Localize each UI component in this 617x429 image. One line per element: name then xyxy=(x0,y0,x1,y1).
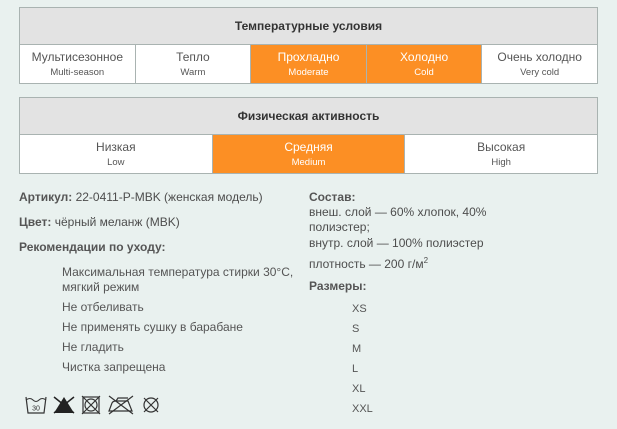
density-superscript: 2 xyxy=(423,256,429,265)
care-item: Не отбеливать xyxy=(62,300,144,314)
temperature-title: Температурные условия xyxy=(20,8,597,45)
temperature-option-sublabel: Multi-season xyxy=(50,66,105,78)
activity-option-label: Средняя xyxy=(284,139,333,154)
activity-title: Физическая активность xyxy=(20,98,597,135)
temperature-option[interactable] xyxy=(20,45,135,83)
activity-option-sublabel: Low xyxy=(107,156,125,168)
svg-text:30: 30 xyxy=(32,405,40,413)
activity-options xyxy=(20,135,597,173)
temperature-option-sublabel: Warm xyxy=(180,66,206,78)
size-item: S xyxy=(352,323,360,335)
temperature-options xyxy=(20,45,597,83)
activity-panel xyxy=(19,97,598,174)
size-item: XS xyxy=(352,303,367,315)
composition-line: внеш. слой — 60% хлопок, 40% xyxy=(309,205,487,219)
size-item: M xyxy=(352,343,362,355)
care-item: Максимальная температура стирки 30°С, мягкий режим xyxy=(62,265,294,294)
no-dry-clean-icon xyxy=(141,395,161,415)
activity-option[interactable] xyxy=(20,135,212,173)
color-value: чёрный меланж (MBK) xyxy=(54,215,180,229)
color-label: Цвет: xyxy=(19,215,52,229)
article-label: Артикул: xyxy=(19,190,73,204)
care-icons xyxy=(25,395,161,415)
temperature-option-label: Прохладно xyxy=(277,49,340,64)
activity-option-label: Низкая xyxy=(96,139,136,154)
size-item: XXL xyxy=(352,403,373,415)
size-item: L xyxy=(352,363,359,375)
density-text: плотность — 200 г/м xyxy=(309,257,424,271)
activity-option-sublabel: High xyxy=(491,156,511,168)
care-item: Не применять сушку в барабане xyxy=(62,320,243,334)
composition-line: внутр. слой — 100% полиэстер xyxy=(309,236,484,250)
temperature-option[interactable] xyxy=(135,45,251,83)
sizes-label: Размеры: xyxy=(309,279,367,293)
temperature-option[interactable] xyxy=(481,45,597,83)
no-iron-icon xyxy=(106,395,136,415)
composition-label: Состав: xyxy=(309,190,356,204)
activity-option-sublabel: Medium xyxy=(291,156,326,168)
color-line xyxy=(19,215,180,230)
no-tumble-dry-icon xyxy=(81,395,101,415)
temperature-option[interactable] xyxy=(366,45,482,83)
care-item: Чистка запрещена xyxy=(62,360,166,374)
temperature-option-label: Мультисезонное xyxy=(31,49,124,64)
care-label: Рекомендации по уходу: xyxy=(19,240,166,254)
temperature-option[interactable] xyxy=(250,45,366,83)
activity-option-label: Высокая xyxy=(477,139,526,154)
size-item: XL xyxy=(352,383,366,395)
temperature-option-label: Холодно xyxy=(400,49,449,64)
composition-density xyxy=(309,253,428,272)
article-line xyxy=(19,190,263,205)
composition-line: полиэстер; xyxy=(309,220,370,234)
activity-option[interactable] xyxy=(404,135,597,173)
article-value: 22-0411-P-MBK (женская модель) xyxy=(75,190,263,204)
temperature-option-sublabel: Cold xyxy=(414,66,434,78)
temperature-option-label: Тепло xyxy=(176,49,210,64)
temperature-option-sublabel: Very cold xyxy=(520,66,560,78)
care-item: Не гладить xyxy=(62,340,124,354)
wash-30-icon xyxy=(25,395,47,415)
activity-option[interactable] xyxy=(212,135,405,173)
temperature-panel xyxy=(19,7,598,84)
no-bleach-icon xyxy=(52,395,76,415)
temperature-option-label: Очень холодно xyxy=(497,49,582,64)
temperature-option-sublabel: Moderate xyxy=(288,66,329,78)
